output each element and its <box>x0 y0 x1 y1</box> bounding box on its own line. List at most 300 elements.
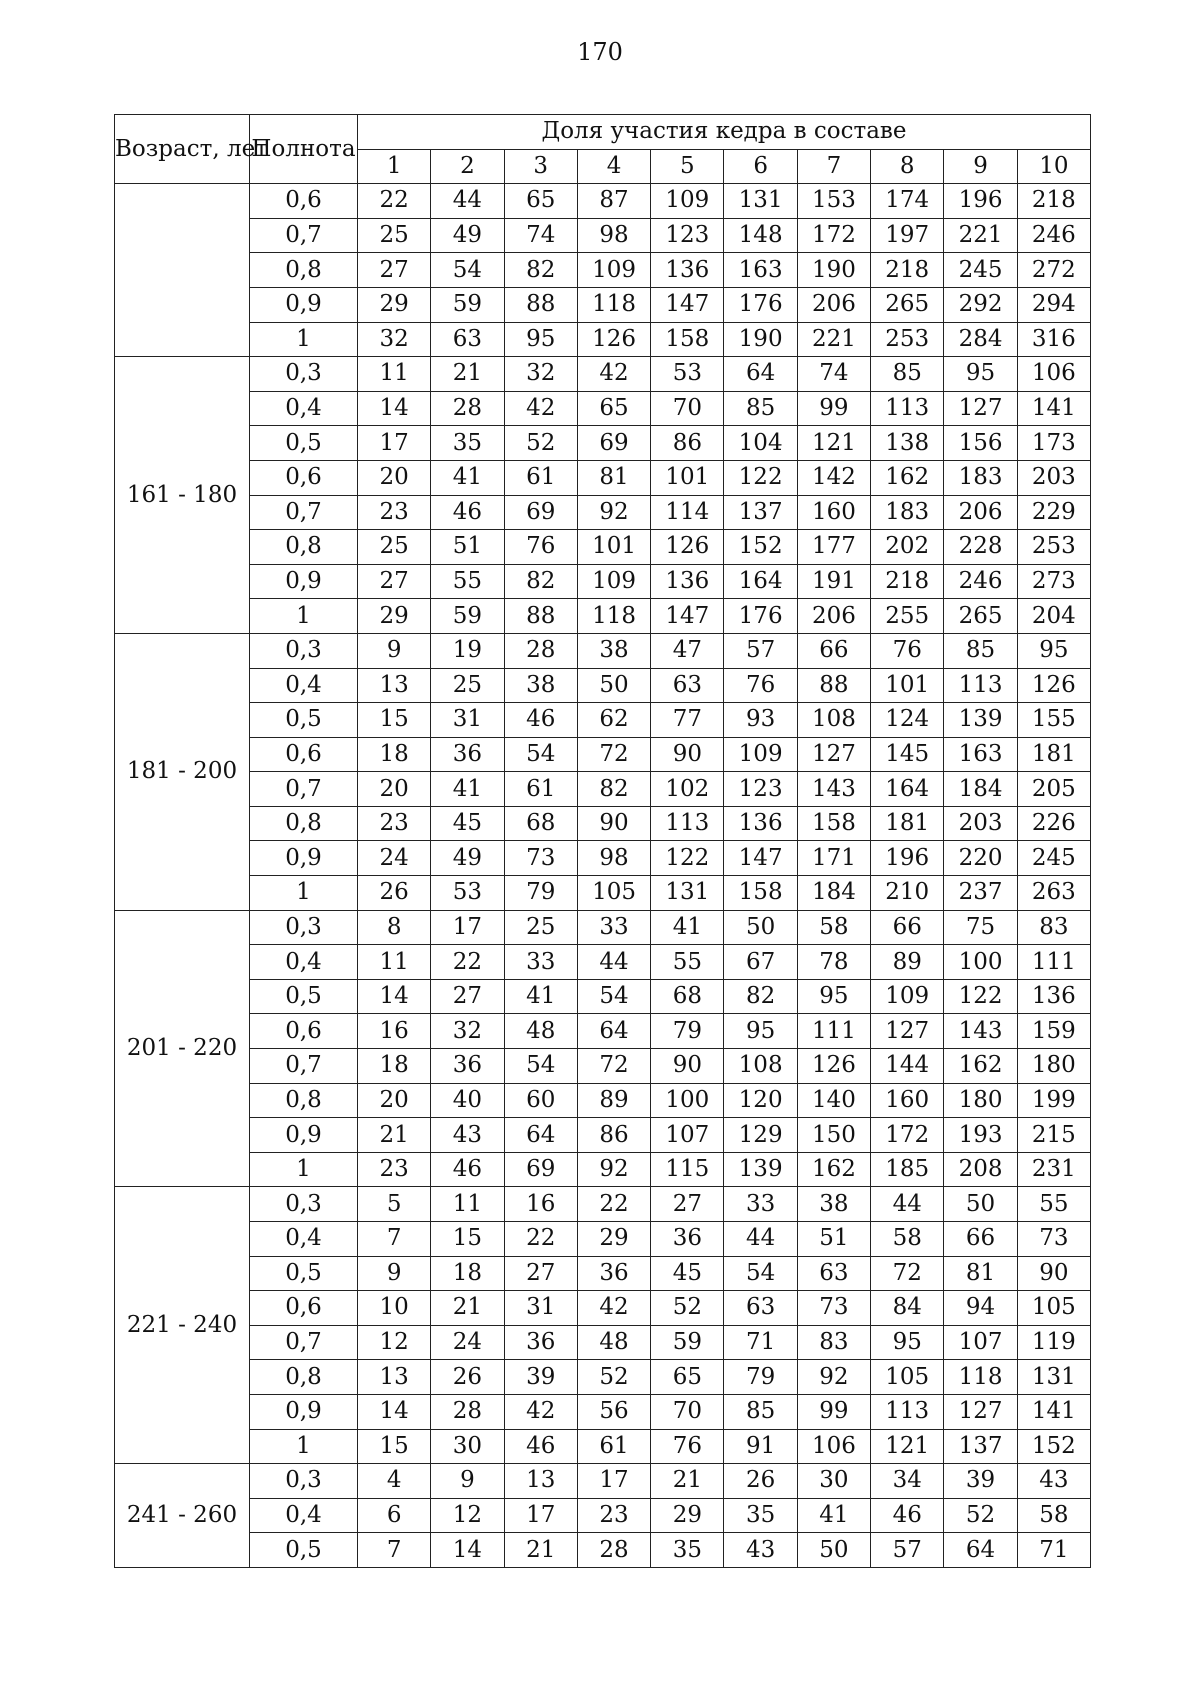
value-cell: 155 <box>1017 703 1090 738</box>
value-cell: 229 <box>1017 495 1090 530</box>
value-cell: 136 <box>651 253 724 288</box>
density-cell: 1 <box>250 599 358 634</box>
value-cell: 245 <box>944 253 1017 288</box>
value-cell: 221 <box>944 218 1017 253</box>
value-cell: 35 <box>724 1498 797 1533</box>
value-cell: 33 <box>504 945 577 980</box>
value-cell: 25 <box>504 910 577 945</box>
value-cell: 95 <box>724 1014 797 1049</box>
value-cell: 14 <box>431 1533 504 1568</box>
value-cell: 49 <box>431 841 504 876</box>
value-cell: 105 <box>1017 1291 1090 1326</box>
value-cell: 41 <box>431 460 504 495</box>
value-cell: 50 <box>797 1533 870 1568</box>
value-cell: 126 <box>577 322 650 357</box>
value-cell: 24 <box>358 841 431 876</box>
value-cell: 42 <box>504 391 577 426</box>
value-cell: 19 <box>431 633 504 668</box>
table-row <box>115 218 1091 253</box>
value-cell: 204 <box>1017 599 1090 634</box>
value-cell: 196 <box>871 841 944 876</box>
value-cell: 85 <box>724 391 797 426</box>
density-cell: 0,8 <box>250 1360 358 1395</box>
value-cell: 18 <box>358 737 431 772</box>
value-cell: 90 <box>651 1049 724 1084</box>
value-cell: 36 <box>651 1222 724 1257</box>
value-cell: 185 <box>871 1152 944 1187</box>
value-cell: 25 <box>431 668 504 703</box>
value-cell: 231 <box>1017 1152 1090 1187</box>
value-cell: 20 <box>358 460 431 495</box>
value-cell: 26 <box>431 1360 504 1395</box>
value-cell: 70 <box>651 1394 724 1429</box>
value-cell: 205 <box>1017 772 1090 807</box>
value-cell: 17 <box>358 426 431 461</box>
value-cell: 111 <box>1017 945 1090 980</box>
value-cell: 63 <box>724 1291 797 1326</box>
value-cell: 15 <box>358 703 431 738</box>
table-row <box>115 1152 1091 1187</box>
value-cell: 61 <box>504 460 577 495</box>
value-cell: 59 <box>431 287 504 322</box>
value-cell: 95 <box>504 322 577 357</box>
value-cell: 43 <box>1017 1464 1090 1499</box>
value-cell: 50 <box>577 668 650 703</box>
density-cell: 0,3 <box>250 1187 358 1222</box>
value-cell: 4 <box>358 1464 431 1499</box>
density-cell: 0,4 <box>250 391 358 426</box>
value-cell: 127 <box>944 391 1017 426</box>
value-cell: 126 <box>797 1049 870 1084</box>
table-row <box>115 1083 1091 1118</box>
value-cell: 158 <box>724 876 797 911</box>
value-cell: 7 <box>358 1222 431 1257</box>
value-cell: 74 <box>797 357 870 392</box>
value-cell: 255 <box>871 599 944 634</box>
density-cell: 0,6 <box>250 1014 358 1049</box>
density-cell: 0,6 <box>250 1291 358 1326</box>
value-cell: 122 <box>651 841 724 876</box>
value-cell: 54 <box>504 737 577 772</box>
value-cell: 23 <box>358 1152 431 1187</box>
table-row <box>115 876 1091 911</box>
value-cell: 33 <box>724 1187 797 1222</box>
value-cell: 38 <box>504 668 577 703</box>
value-cell: 220 <box>944 841 1017 876</box>
value-cell: 118 <box>944 1360 1017 1395</box>
density-cell: 0,9 <box>250 1394 358 1429</box>
value-cell: 23 <box>577 1498 650 1533</box>
value-cell: 79 <box>724 1360 797 1395</box>
density-cell: 0,7 <box>250 1049 358 1084</box>
value-cell: 58 <box>871 1222 944 1257</box>
value-cell: 94 <box>944 1291 1017 1326</box>
value-cell: 16 <box>358 1014 431 1049</box>
value-cell: 27 <box>358 253 431 288</box>
value-cell: 162 <box>871 460 944 495</box>
share-column-header: 2 <box>431 149 504 184</box>
value-cell: 9 <box>431 1464 504 1499</box>
share-header: Доля участия кедра в составе <box>358 115 1091 150</box>
value-cell: 42 <box>577 357 650 392</box>
value-cell: 183 <box>871 495 944 530</box>
value-cell: 40 <box>431 1083 504 1118</box>
value-cell: 141 <box>1017 391 1090 426</box>
value-cell: 98 <box>577 841 650 876</box>
value-cell: 28 <box>504 633 577 668</box>
value-cell: 36 <box>577 1256 650 1291</box>
value-cell: 95 <box>944 357 1017 392</box>
value-cell: 144 <box>871 1049 944 1084</box>
value-cell: 9 <box>358 1256 431 1291</box>
value-cell: 66 <box>871 910 944 945</box>
value-cell: 137 <box>724 495 797 530</box>
value-cell: 100 <box>944 945 1017 980</box>
value-cell: 140 <box>797 1083 870 1118</box>
density-header: Полнота <box>250 115 358 184</box>
value-cell: 72 <box>577 737 650 772</box>
value-cell: 137 <box>944 1429 1017 1464</box>
value-cell: 91 <box>724 1429 797 1464</box>
value-cell: 64 <box>944 1533 1017 1568</box>
density-cell: 0,5 <box>250 426 358 461</box>
value-cell: 253 <box>871 322 944 357</box>
value-cell: 136 <box>651 564 724 599</box>
value-cell: 21 <box>431 357 504 392</box>
density-cell: 0,7 <box>250 218 358 253</box>
value-cell: 60 <box>504 1083 577 1118</box>
value-cell: 164 <box>724 564 797 599</box>
value-cell: 136 <box>724 806 797 841</box>
value-cell: 54 <box>724 1256 797 1291</box>
value-cell: 18 <box>431 1256 504 1291</box>
value-cell: 11 <box>358 945 431 980</box>
value-cell: 88 <box>504 599 577 634</box>
value-cell: 84 <box>871 1291 944 1326</box>
value-cell: 10 <box>358 1291 431 1326</box>
value-cell: 265 <box>944 599 1017 634</box>
value-cell: 226 <box>1017 806 1090 841</box>
value-cell: 69 <box>577 426 650 461</box>
value-cell: 32 <box>504 357 577 392</box>
value-cell: 28 <box>431 1394 504 1429</box>
value-cell: 121 <box>797 426 870 461</box>
age-range-cell: 221 - 240 <box>115 1187 250 1464</box>
value-cell: 190 <box>724 322 797 357</box>
table-row <box>115 979 1091 1014</box>
value-cell: 11 <box>358 357 431 392</box>
value-cell: 32 <box>358 322 431 357</box>
value-cell: 163 <box>724 253 797 288</box>
value-cell: 41 <box>504 979 577 1014</box>
value-cell: 34 <box>871 1464 944 1499</box>
table-row <box>115 184 1091 219</box>
value-cell: 147 <box>651 287 724 322</box>
value-cell: 36 <box>504 1325 577 1360</box>
value-cell: 114 <box>651 495 724 530</box>
value-cell: 74 <box>504 218 577 253</box>
value-cell: 199 <box>1017 1083 1090 1118</box>
value-cell: 113 <box>871 1394 944 1429</box>
value-cell: 52 <box>944 1498 1017 1533</box>
value-cell: 191 <box>797 564 870 599</box>
value-cell: 49 <box>431 218 504 253</box>
value-cell: 11 <box>431 1187 504 1222</box>
density-cell: 0,4 <box>250 668 358 703</box>
share-column-header: 5 <box>651 149 724 184</box>
density-cell: 0,3 <box>250 633 358 668</box>
value-cell: 65 <box>651 1360 724 1395</box>
table-row <box>115 1498 1091 1533</box>
value-cell: 65 <box>577 391 650 426</box>
value-cell: 181 <box>1017 737 1090 772</box>
table-row <box>115 910 1091 945</box>
table-row <box>115 599 1091 634</box>
value-cell: 26 <box>358 876 431 911</box>
value-cell: 24 <box>431 1325 504 1360</box>
value-cell: 172 <box>871 1118 944 1153</box>
value-cell: 123 <box>724 772 797 807</box>
value-cell: 86 <box>651 426 724 461</box>
value-cell: 31 <box>504 1291 577 1326</box>
table-row <box>115 1118 1091 1153</box>
value-cell: 152 <box>724 530 797 565</box>
value-cell: 13 <box>504 1464 577 1499</box>
value-cell: 263 <box>1017 876 1090 911</box>
value-cell: 122 <box>724 460 797 495</box>
table-row <box>115 841 1091 876</box>
value-cell: 58 <box>1017 1498 1090 1533</box>
value-cell: 79 <box>504 876 577 911</box>
value-cell: 82 <box>577 772 650 807</box>
value-cell: 22 <box>504 1222 577 1257</box>
table-row <box>115 737 1091 772</box>
value-cell: 46 <box>431 495 504 530</box>
value-cell: 111 <box>797 1014 870 1049</box>
value-cell: 76 <box>871 633 944 668</box>
value-cell: 196 <box>944 184 1017 219</box>
value-cell: 142 <box>797 460 870 495</box>
density-cell: 0,3 <box>250 910 358 945</box>
value-cell: 42 <box>504 1394 577 1429</box>
density-cell: 0,7 <box>250 495 358 530</box>
value-cell: 88 <box>504 287 577 322</box>
density-cell: 0,7 <box>250 1325 358 1360</box>
value-cell: 42 <box>577 1291 650 1326</box>
value-cell: 127 <box>944 1394 1017 1429</box>
value-cell: 27 <box>651 1187 724 1222</box>
value-cell: 65 <box>504 184 577 219</box>
table-row <box>115 806 1091 841</box>
value-cell: 47 <box>651 633 724 668</box>
share-column-header: 9 <box>944 149 1017 184</box>
value-cell: 113 <box>651 806 724 841</box>
value-cell: 83 <box>1017 910 1090 945</box>
value-cell: 53 <box>431 876 504 911</box>
value-cell: 31 <box>431 703 504 738</box>
value-cell: 122 <box>944 979 1017 1014</box>
table-row <box>115 633 1091 668</box>
value-cell: 13 <box>358 668 431 703</box>
value-cell: 46 <box>431 1152 504 1187</box>
value-cell: 90 <box>577 806 650 841</box>
value-cell: 109 <box>577 564 650 599</box>
density-cell: 1 <box>250 876 358 911</box>
value-cell: 58 <box>797 910 870 945</box>
value-cell: 71 <box>724 1325 797 1360</box>
value-cell: 73 <box>504 841 577 876</box>
value-cell: 27 <box>358 564 431 599</box>
value-cell: 184 <box>944 772 1017 807</box>
value-cell: 57 <box>724 633 797 668</box>
value-cell: 127 <box>797 737 870 772</box>
value-cell: 25 <box>358 218 431 253</box>
value-cell: 23 <box>358 806 431 841</box>
value-cell: 158 <box>797 806 870 841</box>
value-cell: 176 <box>724 599 797 634</box>
value-cell: 106 <box>1017 357 1090 392</box>
value-cell: 124 <box>871 703 944 738</box>
table-row <box>115 1222 1091 1257</box>
value-cell: 147 <box>724 841 797 876</box>
value-cell: 62 <box>577 703 650 738</box>
value-cell: 55 <box>1017 1187 1090 1222</box>
value-cell: 181 <box>871 806 944 841</box>
value-cell: 54 <box>431 253 504 288</box>
value-cell: 25 <box>358 530 431 565</box>
value-cell: 29 <box>577 1222 650 1257</box>
value-cell: 85 <box>724 1394 797 1429</box>
value-cell: 73 <box>797 1291 870 1326</box>
value-cell: 7 <box>358 1533 431 1568</box>
value-cell: 109 <box>577 253 650 288</box>
value-cell: 28 <box>431 391 504 426</box>
table-row <box>115 253 1091 288</box>
value-cell: 43 <box>431 1118 504 1153</box>
density-cell: 0,8 <box>250 253 358 288</box>
value-cell: 159 <box>1017 1014 1090 1049</box>
value-cell: 69 <box>504 1152 577 1187</box>
value-cell: 184 <box>797 876 870 911</box>
density-cell: 0,5 <box>250 1256 358 1291</box>
value-cell: 22 <box>358 184 431 219</box>
value-cell: 164 <box>871 772 944 807</box>
value-cell: 35 <box>431 426 504 461</box>
value-cell: 162 <box>797 1152 870 1187</box>
value-cell: 44 <box>871 1187 944 1222</box>
value-cell: 206 <box>944 495 1017 530</box>
density-cell: 0,8 <box>250 530 358 565</box>
value-cell: 32 <box>431 1014 504 1049</box>
value-cell: 82 <box>504 564 577 599</box>
value-cell: 156 <box>944 426 1017 461</box>
value-cell: 92 <box>797 1360 870 1395</box>
value-cell: 79 <box>651 1014 724 1049</box>
value-cell: 69 <box>504 495 577 530</box>
value-cell: 273 <box>1017 564 1090 599</box>
value-cell: 78 <box>797 945 870 980</box>
share-column-header: 3 <box>504 149 577 184</box>
value-cell: 88 <box>797 668 870 703</box>
value-cell: 123 <box>651 218 724 253</box>
value-cell: 67 <box>724 945 797 980</box>
value-cell: 36 <box>431 737 504 772</box>
value-cell: 82 <box>504 253 577 288</box>
value-cell: 158 <box>651 322 724 357</box>
value-cell: 101 <box>651 460 724 495</box>
table-row <box>115 1325 1091 1360</box>
value-cell: 138 <box>871 426 944 461</box>
value-cell: 107 <box>651 1118 724 1153</box>
value-cell: 202 <box>871 530 944 565</box>
value-cell: 160 <box>797 495 870 530</box>
value-cell: 14 <box>358 1394 431 1429</box>
value-cell: 104 <box>724 426 797 461</box>
table-row <box>115 1429 1091 1464</box>
density-cell: 0,9 <box>250 1118 358 1153</box>
value-cell: 64 <box>504 1118 577 1153</box>
value-cell: 29 <box>358 599 431 634</box>
age-header: Возраст, лет <box>115 115 250 184</box>
value-cell: 221 <box>797 322 870 357</box>
table-row <box>115 530 1091 565</box>
value-cell: 126 <box>1017 668 1090 703</box>
value-cell: 63 <box>431 322 504 357</box>
value-cell: 253 <box>1017 530 1090 565</box>
value-cell: 272 <box>1017 253 1090 288</box>
value-cell: 61 <box>577 1429 650 1464</box>
value-cell: 17 <box>431 910 504 945</box>
value-cell: 284 <box>944 322 1017 357</box>
table-row <box>115 1014 1091 1049</box>
value-cell: 64 <box>724 357 797 392</box>
value-cell: 26 <box>724 1464 797 1499</box>
value-cell: 46 <box>871 1498 944 1533</box>
value-cell: 20 <box>358 1083 431 1118</box>
value-cell: 105 <box>871 1360 944 1395</box>
density-cell: 0,3 <box>250 357 358 392</box>
table-row <box>115 1049 1091 1084</box>
value-cell: 190 <box>797 253 870 288</box>
value-cell: 113 <box>871 391 944 426</box>
value-cell: 14 <box>358 391 431 426</box>
value-cell: 246 <box>1017 218 1090 253</box>
value-cell: 106 <box>797 1429 870 1464</box>
value-cell: 45 <box>651 1256 724 1291</box>
value-cell: 85 <box>871 357 944 392</box>
value-cell: 22 <box>577 1187 650 1222</box>
table-row <box>115 1256 1091 1291</box>
table-row <box>115 391 1091 426</box>
value-cell: 55 <box>651 945 724 980</box>
value-cell: 52 <box>504 426 577 461</box>
value-cell: 265 <box>871 287 944 322</box>
value-cell: 27 <box>504 1256 577 1291</box>
density-cell: 0,8 <box>250 806 358 841</box>
value-cell: 39 <box>504 1360 577 1395</box>
value-cell: 76 <box>724 668 797 703</box>
value-cell: 143 <box>797 772 870 807</box>
value-cell: 131 <box>651 876 724 911</box>
value-cell: 218 <box>871 564 944 599</box>
value-cell: 66 <box>797 633 870 668</box>
value-cell: 148 <box>724 218 797 253</box>
value-cell: 51 <box>431 530 504 565</box>
value-cell: 93 <box>724 703 797 738</box>
value-cell: 72 <box>577 1049 650 1084</box>
value-cell: 136 <box>1017 979 1090 1014</box>
value-cell: 68 <box>504 806 577 841</box>
